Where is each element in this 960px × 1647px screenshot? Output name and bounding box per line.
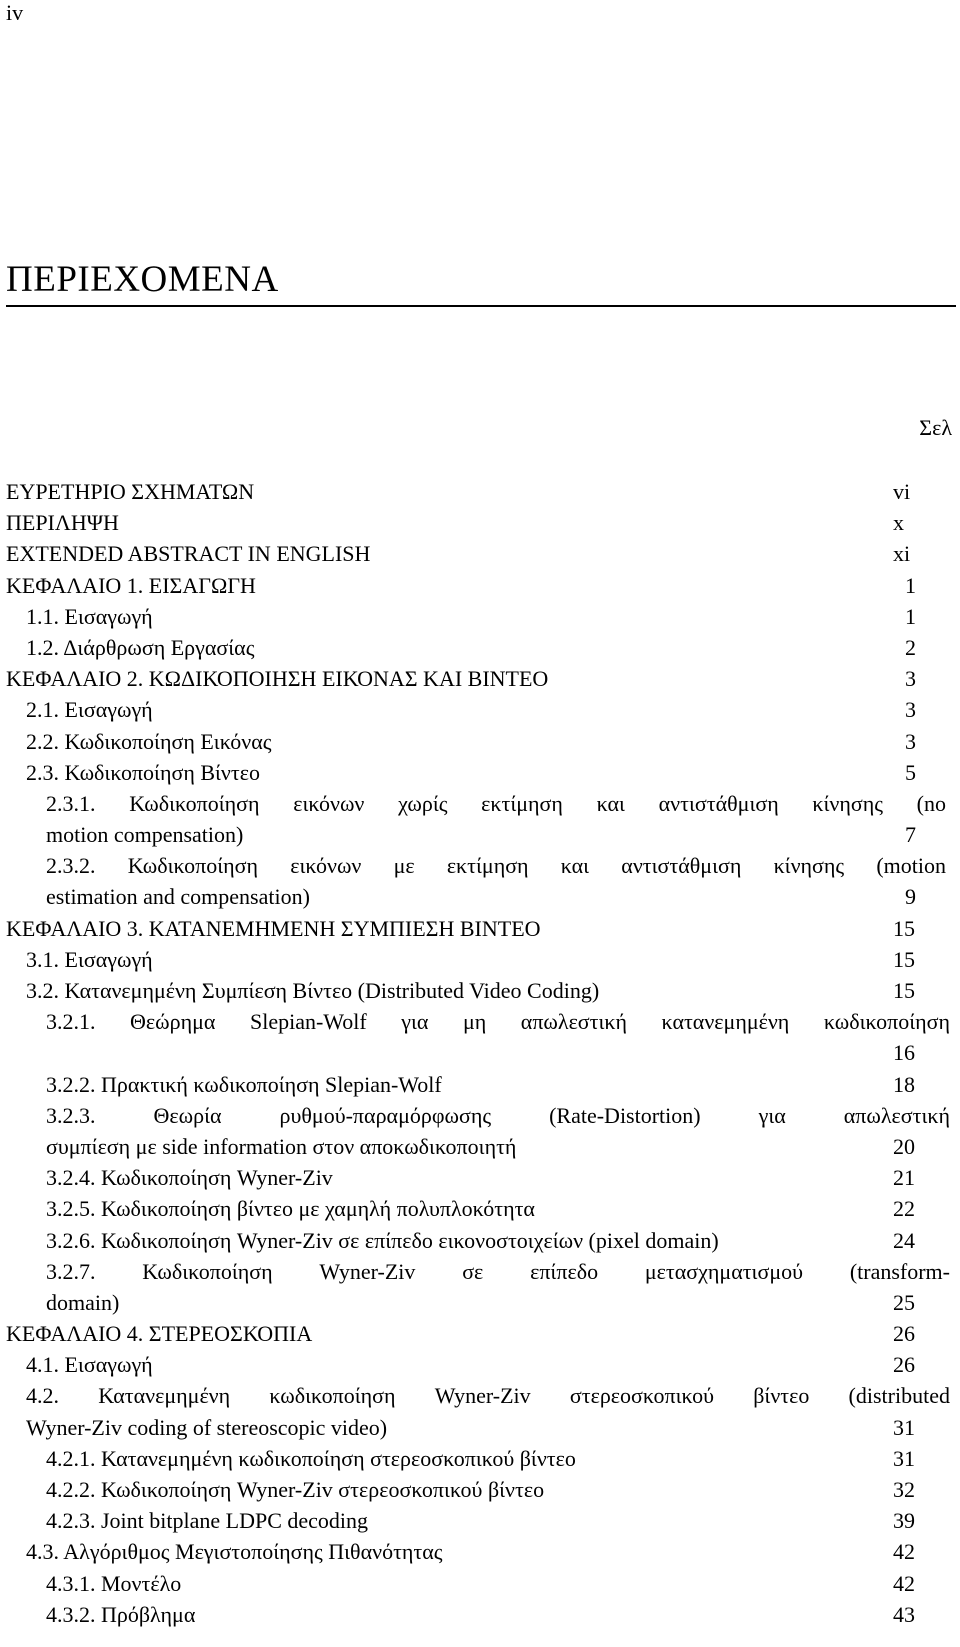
- page-number: iv: [6, 0, 24, 25]
- toc-entry-page: 16: [893, 1040, 915, 1066]
- toc-entry-title: 2.2. Κωδικοποίηση Εικόνας: [26, 728, 272, 754]
- toc-entry-title: EXTENDED ABSTRACT IN ENGLISH: [6, 541, 371, 567]
- page-column-header: Σελ: [919, 415, 952, 440]
- toc-entry: [0, 881, 950, 912]
- toc-entry: [0, 850, 950, 881]
- toc-entry-title: 3.2.3. Θεωρία ρυθμού-παραμόρφωσης (Rate-Distortion) για απωλεστική: [46, 1102, 950, 1128]
- toc-entry: [0, 1162, 950, 1193]
- toc-entry: [0, 913, 950, 944]
- toc-entry: [0, 975, 950, 1006]
- toc-entry-title: domain): [46, 1289, 120, 1315]
- toc-entry-page: 22: [893, 1196, 915, 1222]
- toc-entry-page: x: [893, 510, 904, 536]
- toc-entry: [0, 726, 950, 757]
- toc-entry-page: 1: [905, 572, 916, 598]
- toc-entry: [0, 1225, 950, 1256]
- toc-entry-page: 26: [893, 1321, 915, 1347]
- toc-entry-page: 39: [893, 1508, 915, 1534]
- toc-entry-page: 43: [893, 1601, 915, 1627]
- toc-entry: [0, 1412, 950, 1443]
- toc-entry-page: 31: [893, 1445, 915, 1471]
- toc-entry-title: 2.3.2. Κωδικοποίηση εικόνων με εκτίμηση και αντιστάθμιση κίνησης (motion: [46, 853, 946, 879]
- toc-entry: [0, 788, 950, 819]
- toc-entry: [0, 1193, 950, 1224]
- toc-entry: [0, 1131, 950, 1162]
- toc-entry-title: 4.3.1. Μοντέλο: [46, 1570, 182, 1596]
- toc-entry-title: 4.1. Εισαγωγή: [26, 1352, 153, 1378]
- toc-entry-title: 4.2.2. Κωδικοποίηση Wyner-Ziv στερεοσκοπικού βίντεο: [46, 1477, 545, 1502]
- toc-entry: [0, 1318, 950, 1349]
- toc-entry-title: 3.2. Κατανεμημένη Συμπίεση Βίντεο (Distributed Video Coding): [26, 978, 600, 1003]
- toc-entry-page: 20: [893, 1133, 915, 1159]
- toc-entry: [0, 570, 950, 601]
- toc-entry-title: 4.3. Αλγόριθμος Μεγιστοποίησης Πιθανότητας: [26, 1539, 443, 1565]
- title-underline: [6, 305, 956, 307]
- toc-entry: [0, 663, 950, 694]
- toc-entry-title: Wyner-Ziv coding of stereoscopic video): [26, 1414, 388, 1440]
- toc-entry-page: 31: [893, 1414, 915, 1440]
- toc-entry: [0, 1349, 950, 1380]
- toc-entry: [0, 1443, 950, 1474]
- toc-entry: [0, 1037, 950, 1068]
- toc-entry-page: 15: [893, 978, 915, 1003]
- toc-entry-page: 24: [893, 1227, 915, 1253]
- toc-entry-title: 3.2.4. Κωδικοποίηση Wyner-Ziv: [46, 1165, 333, 1191]
- toc-entry: [0, 1568, 950, 1599]
- toc-entry: [0, 538, 950, 569]
- toc-entry: [0, 507, 950, 538]
- toc-entry: [0, 1256, 950, 1287]
- toc-entry-title: 2.3.1. Κωδικοποίηση εικόνων χωρίς εκτίμηση και αντιστάθμιση κίνησης (no: [46, 790, 946, 816]
- toc-entry-page: 7: [905, 822, 916, 848]
- toc-entry: [0, 1536, 950, 1567]
- table-of-contents: [0, 476, 950, 1630]
- toc-entry-title: 3.2.7. Κωδικοποίηση Wyner-Ziv σε επίπεδο μετασχηματισμού (transform-: [46, 1258, 950, 1284]
- toc-entry: [0, 1505, 950, 1536]
- toc-entry-title: 2.1. Εισαγωγή: [26, 697, 153, 723]
- toc-entry-page: 9: [905, 884, 916, 910]
- toc-entry: [0, 1474, 950, 1505]
- toc-entry-page: 2: [905, 634, 916, 660]
- toc-entry: [0, 1100, 950, 1131]
- toc-entry-page: 15: [893, 946, 915, 972]
- toc-entry-title: 3.2.1. Θεώρημα Slepian-Wolf για μη απωλεστική κατανεμημένη κωδικοποίηση: [46, 1009, 950, 1035]
- toc-entry-title: motion compensation): [46, 822, 244, 848]
- toc-entry: [0, 694, 950, 725]
- toc-entry-title: ΚΕΦΑΛΑΙΟ 2. ΚΩΔΙΚΟΠΟΙΗΣΗ ΕΙΚΟΝΑΣ ΚΑΙ ΒΙΝΤΕΟ: [6, 666, 549, 692]
- toc-entry-page: 3: [905, 666, 916, 692]
- toc-entry-title: ΚΕΦΑΛΑΙΟ 4. ΣΤΕΡΕΟΣΚΟΠΙΑ: [6, 1321, 313, 1347]
- toc-entry: [0, 1380, 950, 1411]
- toc-entry-title: 3.2.2. Πρακτική κωδικοποίηση Slepian-Wolf: [46, 1071, 442, 1097]
- toc-entry-title: 3.2.5. Κωδικοποίηση βίντεο με χαμηλή πολυπλοκότητα: [46, 1196, 535, 1222]
- toc-entry-page: 3: [905, 697, 916, 723]
- toc-entry-title: 2.3. Κωδικοποίηση Βίντεο: [26, 759, 260, 785]
- toc-entry-title: 4.2.1. Κατανεμημένη κωδικοποίηση στερεοσκοπικού βίντεο: [46, 1445, 576, 1471]
- toc-entry-page: 42: [893, 1539, 915, 1565]
- toc-entry-page: 18: [893, 1071, 915, 1097]
- toc-entry-title: 4.2. Κατανεμημένη κωδικοποίηση Wyner-Ziv στερεοσκοπικού βίντεο (distributed: [26, 1383, 950, 1409]
- toc-entry-page: 21: [893, 1165, 915, 1191]
- toc-entry: [0, 1069, 950, 1100]
- toc-entry-page: 32: [893, 1477, 915, 1502]
- toc-entry-title: 4.3.2. Πρόβλημα: [46, 1601, 196, 1627]
- toc-entry-page: vi: [893, 479, 911, 504]
- toc-entry: [0, 601, 950, 632]
- toc-entry-title: 3.2.6. Κωδικοποίηση Wyner-Ziv σε επίπεδο εικονοστοιχείων (pixel domain): [46, 1227, 719, 1253]
- toc-entry-title: 1.1. Εισαγωγή: [26, 603, 153, 629]
- toc-entry-title: ΚΕΦΑΛΑΙΟ 1. ΕΙΣΑΓΩΓΗ: [6, 572, 256, 598]
- toc-entry-title: ΠΕΡΙΛΗΨΗ: [6, 510, 119, 536]
- toc-entry-page: xi: [893, 541, 911, 567]
- toc-entry-title: 4.2.3. Joint bitplane LDPC decoding: [46, 1508, 369, 1534]
- toc-entry-page: 25: [893, 1289, 915, 1315]
- toc-entry-title: 3.1. Εισαγωγή: [26, 946, 153, 972]
- toc-entry: [0, 632, 950, 663]
- toc-entry-page: 42: [893, 1570, 915, 1596]
- toc-entry: [0, 476, 950, 507]
- page-title: ΠΕΡΙΕΧΟΜΕΝΑ: [6, 259, 279, 300]
- toc-entry-title: 1.2. Διάρθρωση Εργασίας: [26, 634, 255, 660]
- toc-entry-title: estimation and compensation): [46, 884, 310, 910]
- toc-entry-title: ΕΥΡΕΤΗΡΙΟ ΣΧΗΜΑΤΩΝ: [6, 479, 255, 504]
- toc-entry-page: 26: [893, 1352, 915, 1378]
- toc-entry-title: συμπίεση με side information στον αποκωδικοποιητή: [46, 1133, 517, 1159]
- toc-entry-page: 1: [905, 603, 916, 629]
- toc-entry: [0, 1287, 950, 1318]
- toc-entry-page: 15: [893, 915, 915, 941]
- toc-entry: [0, 757, 950, 788]
- toc-entry-page: 5: [905, 759, 916, 785]
- toc-entry-page: 3: [905, 728, 916, 754]
- toc-entry-title: ΚΕΦΑΛΑΙΟ 3. ΚΑΤΑΝΕΜΗΜΕΝΗ ΣΥΜΠΙΕΣΗ ΒΙΝΤΕΟ: [6, 915, 541, 941]
- toc-entry: [0, 944, 950, 975]
- toc-entry: [0, 1006, 950, 1037]
- toc-entry: [0, 1599, 950, 1630]
- toc-entry: [0, 819, 950, 850]
